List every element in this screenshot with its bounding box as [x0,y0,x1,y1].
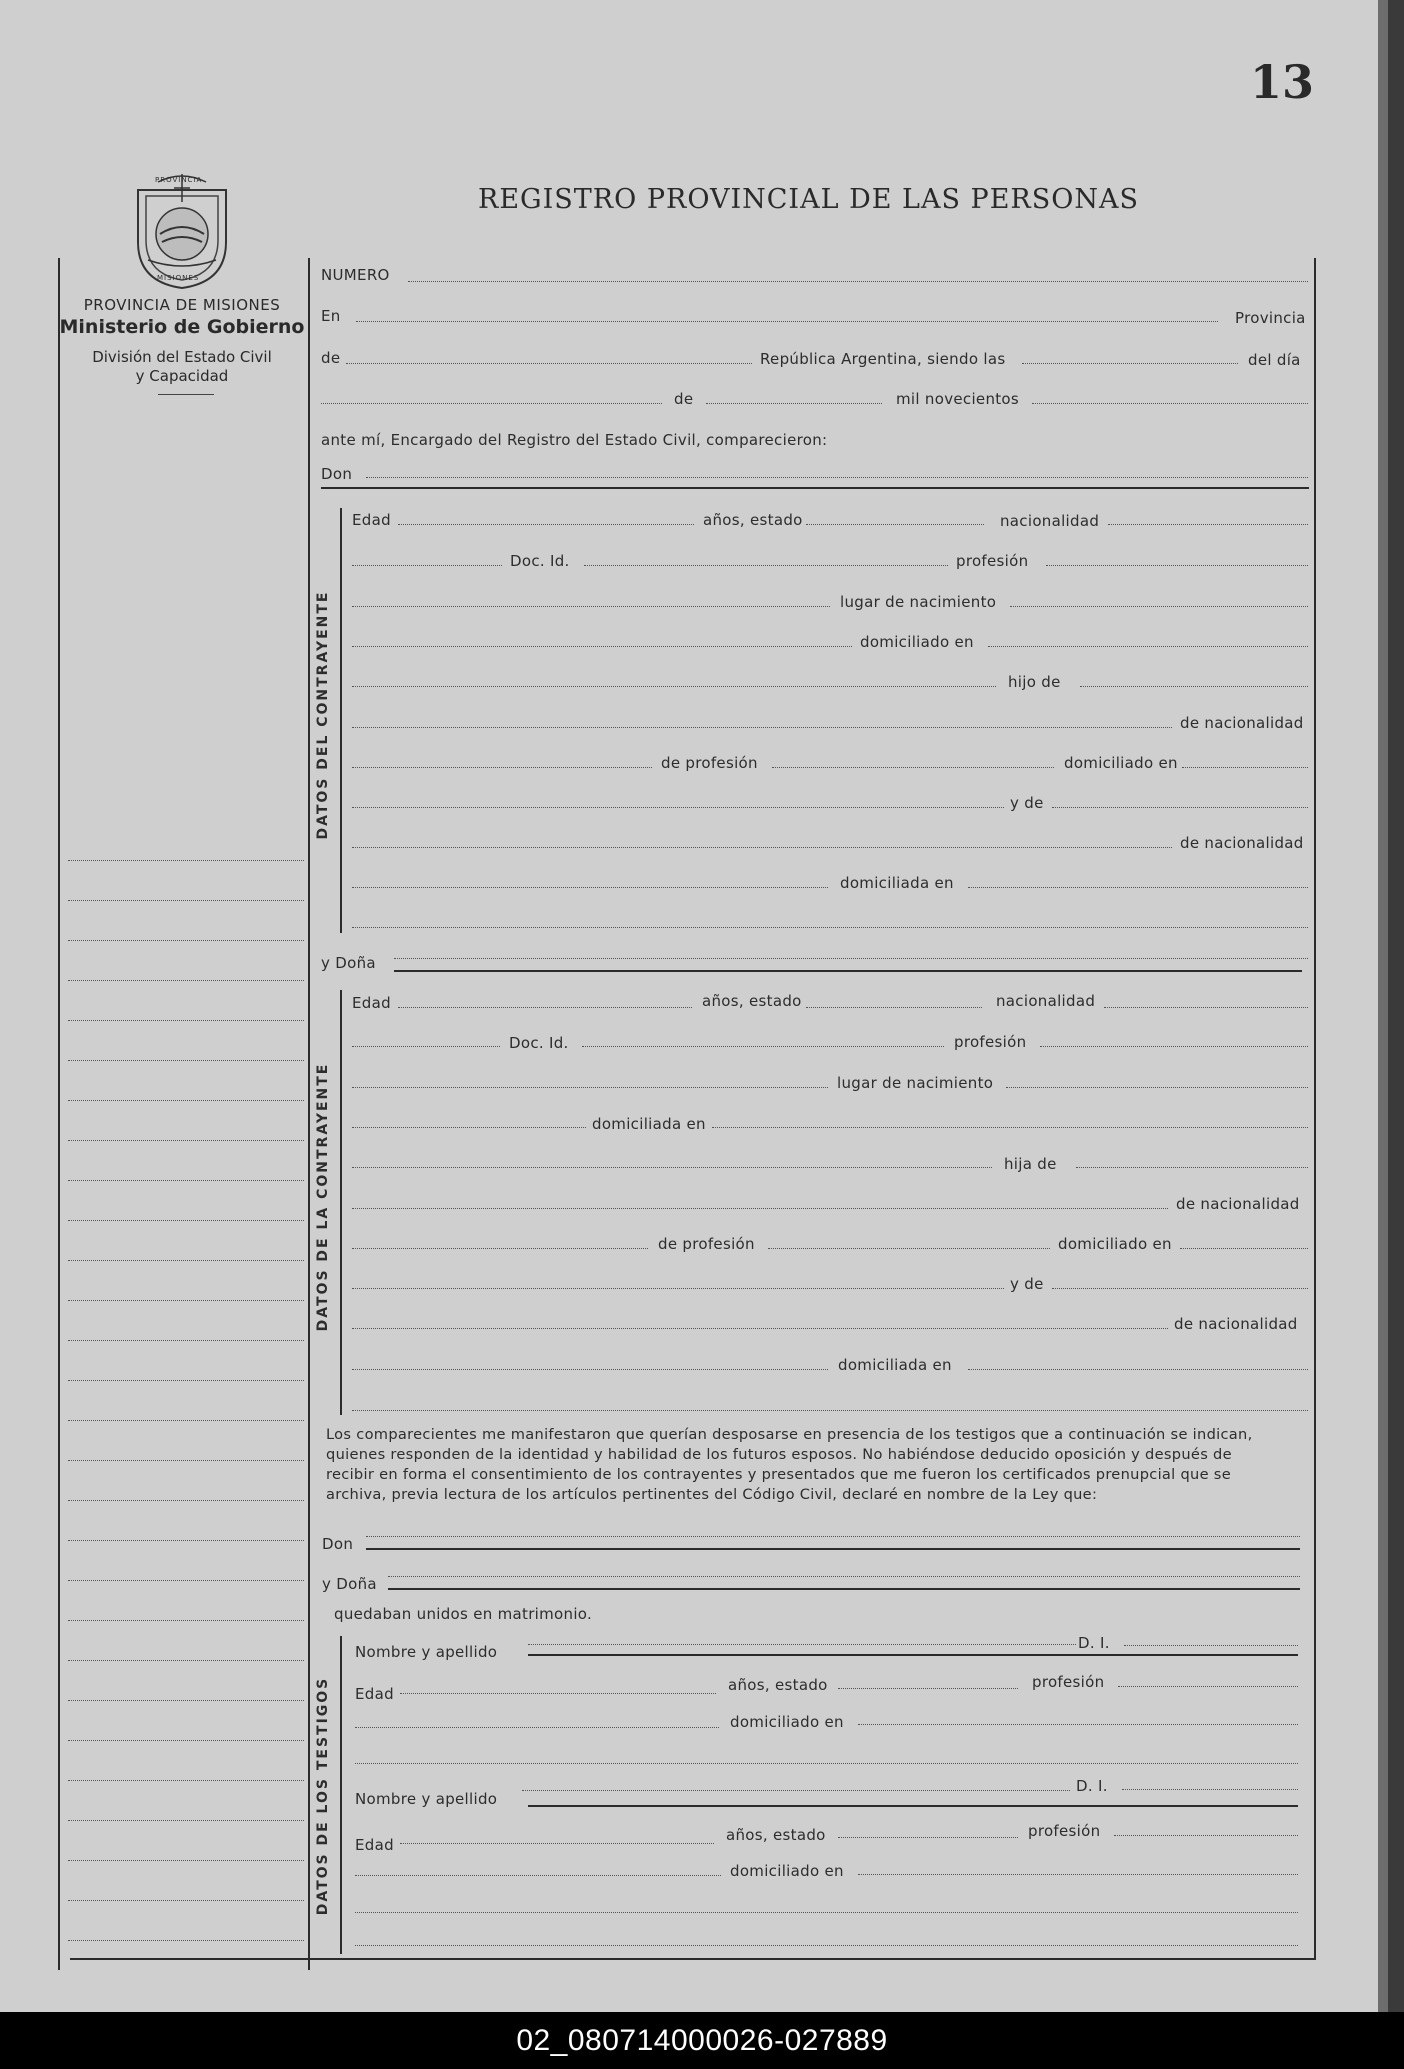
declaration-line-4: archiva, previa lectura de los artículos pertinentes del Código Civil, declaré en nombre de la Ley que: [326,1486,1098,1503]
c-label-nacionalidad: nacionalidad [1000,512,1100,530]
margin-line [68,1820,304,1821]
dona-field[interactable] [394,958,1308,959]
c-lugar-field[interactable] [1010,606,1308,607]
w2-extra-line-2[interactable] [355,1945,1298,1946]
testigos-bracket [340,1636,342,1954]
f-doc-id-field[interactable] [582,1046,944,1047]
f-label-domiciliada-en2: domiciliada en [838,1356,952,1374]
c-label-y-de: y de [1010,794,1044,812]
c-madre-dom-field[interactable] [968,887,1308,888]
header-ministry: Ministerio de Gobierno [59,316,305,338]
w2-di-field[interactable] [1122,1789,1298,1790]
header-division: División del Estado Civil [92,348,272,366]
label-y-dona: y Doña [321,954,376,972]
w2-label-domiciliado-en: domiciliado en [730,1862,844,1880]
column-divider-line [308,258,310,1970]
w1-nombre-rule [528,1654,1298,1656]
c-dom-pre-field[interactable] [352,646,852,647]
c-label-de-nacionalidad: de nacionalidad [1180,714,1304,732]
label-de2: de [674,390,694,408]
f-edad-field[interactable] [398,1007,692,1008]
left-margin-line [58,258,60,1970]
margin-line [68,1260,304,1261]
w2-label-edad: Edad [355,1836,394,1854]
c-lugar-pre-field[interactable] [352,606,830,607]
w2-nombre-rule [528,1805,1298,1807]
decl-don-field[interactable] [366,1536,1300,1537]
margin-line [68,900,304,901]
w2-label-di: D. I. [1076,1777,1108,1795]
w2-domiciliado-field[interactable] [858,1874,1298,1875]
c-madre-dom-pre-field[interactable] [352,887,828,888]
c-label-domiciliado-en: domiciliado en [860,633,974,651]
margin-line [68,1900,304,1901]
page-title: REGISTRO PROVINCIAL DE LAS PERSONAS [478,184,1140,215]
w2-label-nombre: Nombre y apellido [355,1790,498,1808]
margin-line [68,1180,304,1181]
w1-label-domiciliado-en: domiciliado en [730,1713,844,1731]
don-rule [321,487,1309,489]
c-padre-profesion-field[interactable] [772,767,1054,768]
margin-line [68,1620,304,1621]
f-label-hija-de: hija de [1004,1155,1057,1173]
provincial-seal-icon [128,172,236,290]
decl-dona-field[interactable] [388,1576,1300,1577]
f-profesion-field[interactable] [1040,1046,1308,1047]
c-padre-prof-pre-field[interactable] [352,767,652,768]
label-mil-novecientos: mil novecientos [896,390,1020,408]
c-edad-field[interactable] [398,524,694,525]
f-padre-profesion-field[interactable] [768,1248,1050,1249]
f-doc-pre-field[interactable] [352,1046,500,1047]
page-number: 13 [1250,55,1315,109]
de-field[interactable] [346,363,752,364]
f-lugar-pre-field[interactable] [352,1087,828,1088]
c-hijo-de-field[interactable] [1080,686,1308,687]
contrayente-side-label: DATOS DEL CONTRAYENTE [315,590,331,840]
w1-dom-pre-field[interactable] [355,1727,719,1728]
margin-line [68,1060,304,1061]
f-label-y-de: y de [1010,1275,1044,1293]
binding-edge-shadow [1388,0,1404,2012]
margin-line [68,1300,304,1301]
f-label-nacionalidad: nacionalidad [996,992,1096,1010]
numero-field[interactable] [408,281,1308,282]
decl-label-y-dona: y Doña [322,1575,377,1593]
contrayenta-bracket [340,990,342,1415]
w2-label-anos-estado: años, estado [726,1826,826,1844]
en-field[interactable] [356,321,1218,322]
bottom-rule [70,1958,1316,1960]
label-numero: NUMERO [321,266,390,284]
c-label-de-nacionalidad2: de nacionalidad [1180,834,1304,852]
f-nacionalidad-field[interactable] [1104,1007,1308,1008]
c-label-domiciliado-en2: domiciliado en [1064,754,1178,772]
w1-label-anos-estado: años, estado [728,1676,828,1694]
siendo-las-field[interactable] [1022,363,1238,364]
margin-line [68,1740,304,1741]
f-hija-de-field[interactable] [1076,1167,1308,1168]
contrayenta-side-label: DATOS DE LA CONTRAYENTE [315,1062,331,1332]
f-hija-pre-field[interactable] [352,1167,992,1168]
w1-di-field[interactable] [1124,1645,1298,1646]
don-field[interactable] [366,477,1308,478]
c-domiciliado-field[interactable] [988,646,1308,647]
header-rule [158,394,214,395]
c-madre-field[interactable] [1052,807,1308,808]
c-label-hijo-de: hijo de [1008,673,1061,691]
f-lugar-field[interactable] [1006,1087,1308,1088]
w2-edad-field[interactable] [400,1843,714,1844]
f-madre-dom-pre-field[interactable] [352,1369,828,1370]
margin-line [68,1580,304,1581]
c-label-doc-id: Doc. Id. [510,552,570,570]
margin-line [68,1020,304,1021]
f-label-domiciliado-en: domiciliado en [1058,1235,1172,1253]
w2-nombre-field[interactable] [522,1790,1070,1791]
scan-identifier: 02_080714000026-027889 [0,2012,1404,2069]
w2-dom-pre-field[interactable] [355,1875,721,1876]
margin-line [68,1420,304,1421]
seal-text-top: PROVINCIA [155,176,203,184]
f-madre-nac-field[interactable] [352,1328,1168,1329]
decl-label-don: Don [322,1535,354,1553]
testigos-side-label: DATOS DE LOS TESTIGOS [315,1676,331,1916]
c-doc-id-field[interactable] [584,565,948,566]
c-label-anos-estado: años, estado [703,511,803,529]
c-hijo-pre-field[interactable] [352,686,996,687]
f-label-edad: Edad [352,994,391,1012]
anio-field[interactable] [1032,403,1308,404]
f-padre-dom-field[interactable] [1180,1248,1308,1249]
margin-line [68,1660,304,1661]
w2-estado-field[interactable] [838,1837,1018,1838]
decl-don-rule [366,1548,1300,1550]
margin-line [68,980,304,981]
f-label-doc-id: Doc. Id. [509,1034,569,1052]
margin-line [68,1700,304,1701]
dona-rule [394,970,1302,972]
c-padre-dom-field[interactable] [1182,767,1308,768]
f-dom-pre-field[interactable] [352,1127,586,1128]
w2-extra-line[interactable] [355,1912,1298,1913]
right-frame-line [1314,258,1316,1958]
margin-line [68,1340,304,1341]
label-ante-mi: ante mí, Encargado del Registro del Estado Civil, comparecieron: [321,431,828,449]
margin-line [68,1540,304,1541]
w1-extra-line[interactable] [355,1763,1298,1764]
w1-profesion-field[interactable] [1118,1686,1298,1687]
contrayente-bracket [340,508,342,933]
margin-line [68,1500,304,1501]
label-republica: República Argentina, siendo las [760,350,1006,368]
decl-dona-rule [388,1588,1300,1590]
header-capacidad: y Capacidad [135,367,229,385]
label-don: Don [321,465,353,483]
w2-profesion-field[interactable] [1114,1835,1298,1836]
w1-label-profesion: profesión [1032,1673,1105,1691]
c-estado-field[interactable] [806,524,984,525]
c-extra-line[interactable] [352,927,1308,928]
w1-estado-field[interactable] [838,1688,1018,1689]
declaration-line-1: Los comparecientes me manifestaron que querían desposarse en presencia de los testigos que a continuación se indican, [326,1426,1253,1443]
f-padre-nac-field[interactable] [352,1208,1168,1209]
f-label-profesion: profesión [954,1033,1027,1051]
label-en: En [321,307,341,325]
label-de: de [321,349,341,367]
c-label-profesion: profesión [956,552,1029,570]
c-label-lugar-nacimiento: lugar de nacimiento [840,593,997,611]
f-label-lugar-nacimiento: lugar de nacimiento [837,1074,994,1092]
c-doc-pre-field[interactable] [352,565,502,566]
header-province: PROVINCIA DE MISIONES [83,296,281,314]
margin-line [68,1220,304,1221]
f-padre-prof-pre-field[interactable] [352,1248,648,1249]
declaration-line-3: recibir en forma el consentimiento de los contrayentes y presentados que me fueron los certificados prenupcial que se [326,1466,1231,1483]
margin-line [68,1940,304,1941]
seal-text-bottom: MISIONES [157,274,200,282]
c-profesion-field[interactable] [1046,565,1308,566]
c-label-de-profesion: de profesión [661,754,758,772]
c-label-edad: Edad [352,511,391,529]
label-provincia: Provincia [1235,309,1306,327]
w1-edad-field[interactable] [400,1693,716,1694]
f-label-de-nacionalidad: de nacionalidad [1176,1195,1300,1213]
margin-line [68,1100,304,1101]
c-nacionalidad-field[interactable] [1108,524,1308,525]
mes-field[interactable] [706,403,882,404]
c-madre-nac-field[interactable] [352,847,1172,848]
f-madre-field[interactable] [1052,1288,1308,1289]
margin-line [68,1140,304,1141]
f-madre-pre-field[interactable] [352,1288,1004,1289]
f-extra-line[interactable] [352,1410,1308,1411]
w1-label-di: D. I. [1078,1634,1110,1652]
margin-line [68,1380,304,1381]
label-del-dia: del día [1248,351,1301,369]
w1-domiciliado-field[interactable] [858,1724,1298,1725]
margin-line [68,940,304,941]
f-madre-dom-field[interactable] [968,1369,1308,1370]
margin-line [68,1460,304,1461]
declaration-line-2: quienes responden de la identidad y habilidad de los futuros esposos. No habiéndose deducido oposición y después de [326,1446,1232,1463]
dia-field[interactable] [321,403,662,404]
c-padre-nac-field[interactable] [352,727,1172,728]
f-estado-field[interactable] [806,1007,982,1008]
c-label-domiciliada-en: domiciliada en [840,874,954,892]
f-label-de-nacionalidad2: de nacionalidad [1174,1315,1298,1333]
w2-label-profesion: profesión [1028,1822,1101,1840]
f-label-anos-estado: años, estado [702,992,802,1010]
c-madre-pre-field[interactable] [352,807,1004,808]
margin-line [68,1860,304,1861]
label-quedaban: quedaban unidos en matrimonio. [334,1605,593,1623]
margin-line [68,1780,304,1781]
w1-nombre-field[interactable] [528,1644,1076,1645]
f-label-domiciliada-en: domiciliada en [592,1115,706,1133]
w1-label-edad: Edad [355,1685,394,1703]
f-domiciliada-field[interactable] [712,1127,1308,1128]
margin-line [68,860,304,861]
f-label-de-profesion: de profesión [658,1235,755,1253]
w1-label-nombre: Nombre y apellido [355,1643,498,1661]
